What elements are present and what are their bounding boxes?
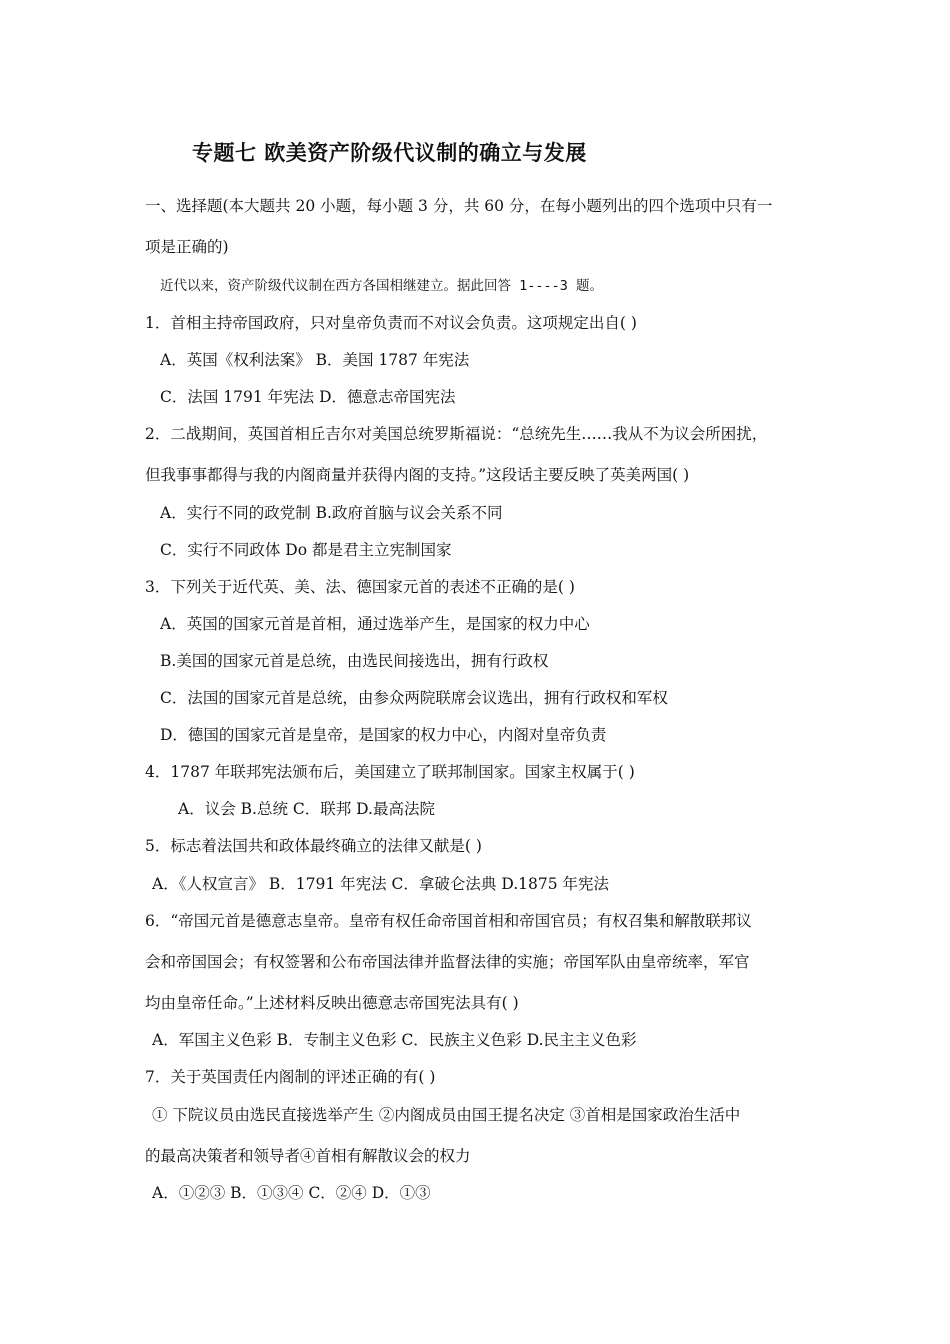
question-3-option-d: D．德国的国家元首是皇帝，是国家的权力中心，内阁对皇帝负责: [160, 726, 607, 744]
question-5-options: A．《人权宣言》 B．1791 年宪法 C．拿破仑法典 D.1875 年宪法: [152, 875, 610, 893]
question-1-stem: 1．首相主持帝国政府，只对皇帝负责而不对议会负责。这项规定出自( ): [145, 314, 637, 332]
question-2-stem-line-2: 但我事事都得与我的内阁商量并获得内阁的支持。”这段话主要反映了英美两国( ): [145, 466, 690, 484]
question-4-options: A．议会 B.总统 C．联邦 D.最高法院: [178, 800, 435, 818]
question-6-options: A．军国主义色彩 B．专制主义色彩 C．民族主义色彩 D.民主主义色彩: [152, 1031, 637, 1049]
document-title: 专题七 欧美资产阶级代议制的确立与发展: [192, 140, 587, 165]
question-2-options-line-1: A．实行不同的政党制 B.政府首脑与议会关系不同: [160, 504, 503, 522]
question-1-options-line-2: C．法国 1791 年宪法 D．德意志帝国宪法: [160, 388, 456, 406]
section-header-line-1: 一、选择题(本大题共 20 小题，每小题 3 分，共 60 分，在每小题列出的四个选项中只有一: [145, 197, 773, 215]
intro-text: 近代以来，资产阶级代议制在西方各国相继建立。据此回答 1----3 题。: [160, 278, 604, 294]
question-6-stem-line-2: 会和帝国国会；有权签署和公布帝国法律并监督法律的实施；帝国军队由皇帝统率，军官: [145, 953, 750, 971]
question-3-option-a: A．英国的国家元首是首相，通过选举产生，是国家的权力中心: [160, 615, 590, 633]
question-3-stem: 3．下列关于近代英、美、法、德国家元首的表述不正确的是( ): [145, 578, 575, 596]
section-header-line-2: 项是正确的): [145, 238, 229, 256]
question-5-stem: 5．标志着法国共和政体最终确立的法律又献是( ): [145, 837, 482, 855]
question-2-options-line-2: C．实行不同政体 Do 都是君主立宪制国家: [160, 541, 452, 559]
question-3-option-c: C．法国的国家元首是总统，由参众两院联席会议选出，拥有行政权和军权: [160, 689, 668, 707]
question-7-statements-line-2: 的最高决策者和领导者④首相有解散议会的权力: [145, 1147, 471, 1165]
question-6-stem-line-3: 均由皇帝任命。”上述材料反映出德意志帝国宪法具有( ): [145, 994, 519, 1012]
question-3-option-b: B.美国的国家元首是总统，由选民间接选出，拥有行政权: [160, 652, 549, 670]
question-2-stem-line-1: 2．二战期间，英国首相丘吉尔对美国总统罗斯福说：“总统先生……我从不为议会所困扰，: [145, 425, 768, 443]
question-7-statements-line-1: ① 下院议员由选民直接选举产生 ②内阁成员由国王提名决定 ③首相是国家政治生活中: [152, 1106, 741, 1124]
question-1-options-line-1: A．英国《权利法案》 B．美国 1787 年宪法: [160, 351, 470, 369]
question-4-stem: 4．1787 年联邦宪法颁布后，美国建立了联邦制国家。国家主权属于( ): [145, 763, 635, 781]
question-7-stem: 7．关于英国责任内阁制的评述正确的有( ): [145, 1068, 436, 1086]
question-6-stem-line-1: 6．“帝国元首是德意志皇帝。皇帝有权任命帝国首相和帝国官员；有权召集和解散联邦议: [145, 912, 752, 930]
question-7-options: A．①②③ B．①③④ C．②④ D．①③: [152, 1184, 431, 1202]
